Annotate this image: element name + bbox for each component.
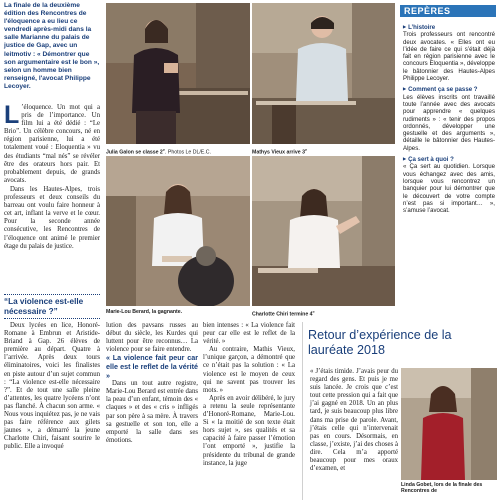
article-intro: La finale de la deuxième édition des Rencontres de l'éloquence a eu lieu ce vendredi après-midi dans la salle Marianne du palais de justice de Gap, avec un leitmotiv : « Démontrer que son argumentaire est le bon », selon un homme bien renseigné, l'avocat Philippe Lecoyer. bbox=[4, 2, 100, 90]
photo-mathys-caption-sup: e bbox=[304, 147, 308, 152]
photo-mathys-vieux bbox=[252, 3, 395, 144]
photo-mathys-vieux-image bbox=[252, 3, 395, 144]
lead-paragraph-1: ’éloquence. Un mot qui a pris de l’importance. Un film lui a été dédié : “Le Brio”. Un célèbre concours, né en région parisienne, lui a été totalement voué : Eloquentia » vu des étudiants “mal nés” se révéler être des orateurs hors pair. Et probablement depuis, de grands avocats. bbox=[4, 104, 100, 184]
column-divider bbox=[302, 322, 303, 500]
retour-experience-title: Retour d’expérience de la lauréate 2018 bbox=[308, 328, 452, 357]
article-column-3 bbox=[203, 322, 295, 468]
article-column-1 bbox=[4, 322, 100, 452]
photo-charlotte-caption-name: Charlotte Chiri termine 4 bbox=[252, 311, 313, 318]
photo-linda-gobet bbox=[401, 368, 497, 480]
column-3-paragraph-1: bien intenses : « La violence fait peur car elle est le reflet de la vérité. » bbox=[203, 322, 295, 346]
photo-linda-gobet-image bbox=[401, 368, 497, 480]
column-2-paragraph-1: lution des pavsans russes au début du siècle, les Kurdes qui luttent pour être reconnus… La violence pour se faire entendre. bbox=[106, 322, 198, 354]
photo-linda-caption: Linda Gobet, lors de la finale des Rencontres de bbox=[401, 482, 483, 494]
reperes-body bbox=[400, 17, 496, 214]
photo-marie-lou-berard bbox=[106, 156, 250, 306]
photo-charlotte-caption bbox=[252, 309, 395, 318]
photo-mathys-caption bbox=[252, 147, 395, 156]
lead-paragraph-2: Dans les Hautes-Alpes, trois professeurs et deux conseils du barreau ont voulu faire honneur à cet art, inflant la verve et le cœur. Pour la seconde année consécutive, les Rencontres de l’éloquence ont animé le premier étage du palais de justice. bbox=[4, 185, 100, 250]
retour-experience-text bbox=[310, 368, 398, 473]
reperes-title: REPÈRES bbox=[400, 5, 496, 17]
photo-julia-caption-sup: e bbox=[162, 147, 166, 152]
photo-marie-lou-image bbox=[106, 156, 250, 306]
photo-julia-caption bbox=[106, 147, 256, 156]
photo-julia-galon bbox=[106, 3, 250, 144]
reperes-answer-1: Trois professeurs ont rencontré deux avocates. « Elles ont eu l’idée de faire ce qui s’était déjà fait en région parisienne avec le concours Eloquentia », développe le bâtonnier des Hautes-Alpes Philippe Lecoyer. bbox=[403, 31, 495, 83]
photo-julia-galon-image bbox=[106, 3, 250, 144]
column-2-paragraph-2: Dans un tout autre registre, Marie-Lou Berard est entrée dans la peau d’un enfant, témoin des « claques » et des « cris » infligés par son père à sa mère. À travers sa gestuelle et son ton, elle a emporté la salle dans ses émotions. bbox=[106, 380, 198, 444]
photo-marie-lou-caption: Marie-Lou Berard, la gagnante. bbox=[106, 309, 183, 315]
photo-julia-caption-name: Julia Galon se classe 2 bbox=[106, 149, 163, 156]
reperes-answer-3: « Ça sert au quotidien. Lorsque vous échangez avec des amis, lorsque vous rencontrez un banquier pour lui démontrer que le découvert de votre compte n’est pas si important… », s’amuse l’avocat. bbox=[403, 163, 495, 215]
column-3-paragraph-2: Au contraire, Mathis Vieux, l’unique garçon, a démontré que ce n’était pas la solution : « La violence est le moyen de ceux qui ne savent pas trouver les mots. » bbox=[203, 346, 295, 394]
subheading-violence: “La violence est-elle nécessaire ?” bbox=[4, 294, 100, 319]
article-lead bbox=[4, 101, 100, 252]
column-1-paragraph: Deux lycées en lice, Honoré-Romane à Embrun et Aristide-Briand à Gap. 26 élèves de première au départ. Quatre à l’arrivée. Après deux tours éliminatoires, voici les finalistes en piste autour d’un sujet commun : “La violence est-elle nécessaire ?”. Et de tout une salle pleine d’attentes, les quatre lycéens n’ont pas flanché. À chacun son arme. « Nous vous inquiétez pas, je ne vais pas faire référence aux gilets jaunes », a démarré la jeune Charlotte Chiri, faisant sourire le public. Elle a invoqué bbox=[4, 322, 100, 451]
photo-credit: . Photos Le DL/E.C. bbox=[165, 149, 211, 156]
retour-paragraph: « J’étais timide. J’avais peur du regard des gens. Et puis je me suis lancée. Je crois que c’est tout cette pression qui a fait que j’ai gagné en 2018. Un an plus tard, je suis beaucoup plus libre dans ma prise de parole. Avant, j’étais celle qui n’intervenait pas en cours. Désormais, en classe, j’existe, j’ai des choses à dire. Cela m’a apporté beaucoup pour mes oraux d’examen, et bbox=[310, 368, 398, 473]
column-3-paragraph-3: Après en avoir délibéré, le jury a retenu la seule représentante d’Honoré-Romane, Marie-Lou. Si « la moitié de son texte était hors sujet », ses qualités et sa capacité à faire passer l’émotion l’ont emporté », justifie la présidente du tribunal de grande instance, la juge bbox=[203, 394, 295, 467]
reperes-answer-2: Les élèves inscrits ont travaillé toute l’année avec des avocats pour apprendre « quelques rudiments » : « tenir des propos ordonnés, développer une gestuelle et des arguments », détaille le bâtonnier des Hautes-Alpes. bbox=[403, 93, 495, 152]
photo-mathys-caption-name: Mathys Vieux arrive 3 bbox=[252, 149, 305, 156]
photo-charlotte-caption-sup: e bbox=[312, 309, 315, 314]
drop-cap: L bbox=[4, 101, 20, 129]
reperes-question-2: ▶ Comment ça se passe ? bbox=[403, 85, 495, 93]
reperes-question-3: ▶ Ça sert à quoi ? bbox=[403, 155, 495, 163]
photo-charlotte-chiri bbox=[252, 156, 395, 306]
reperes-question-1: ▶ L’histoire bbox=[403, 23, 495, 31]
photo-charlotte-image bbox=[252, 156, 395, 306]
reperes-sidebar bbox=[400, 5, 496, 285]
pull-quote: « La violence fait peur car elle est le reflet de la vérité » bbox=[106, 353, 198, 380]
article-column-2 bbox=[106, 322, 198, 445]
